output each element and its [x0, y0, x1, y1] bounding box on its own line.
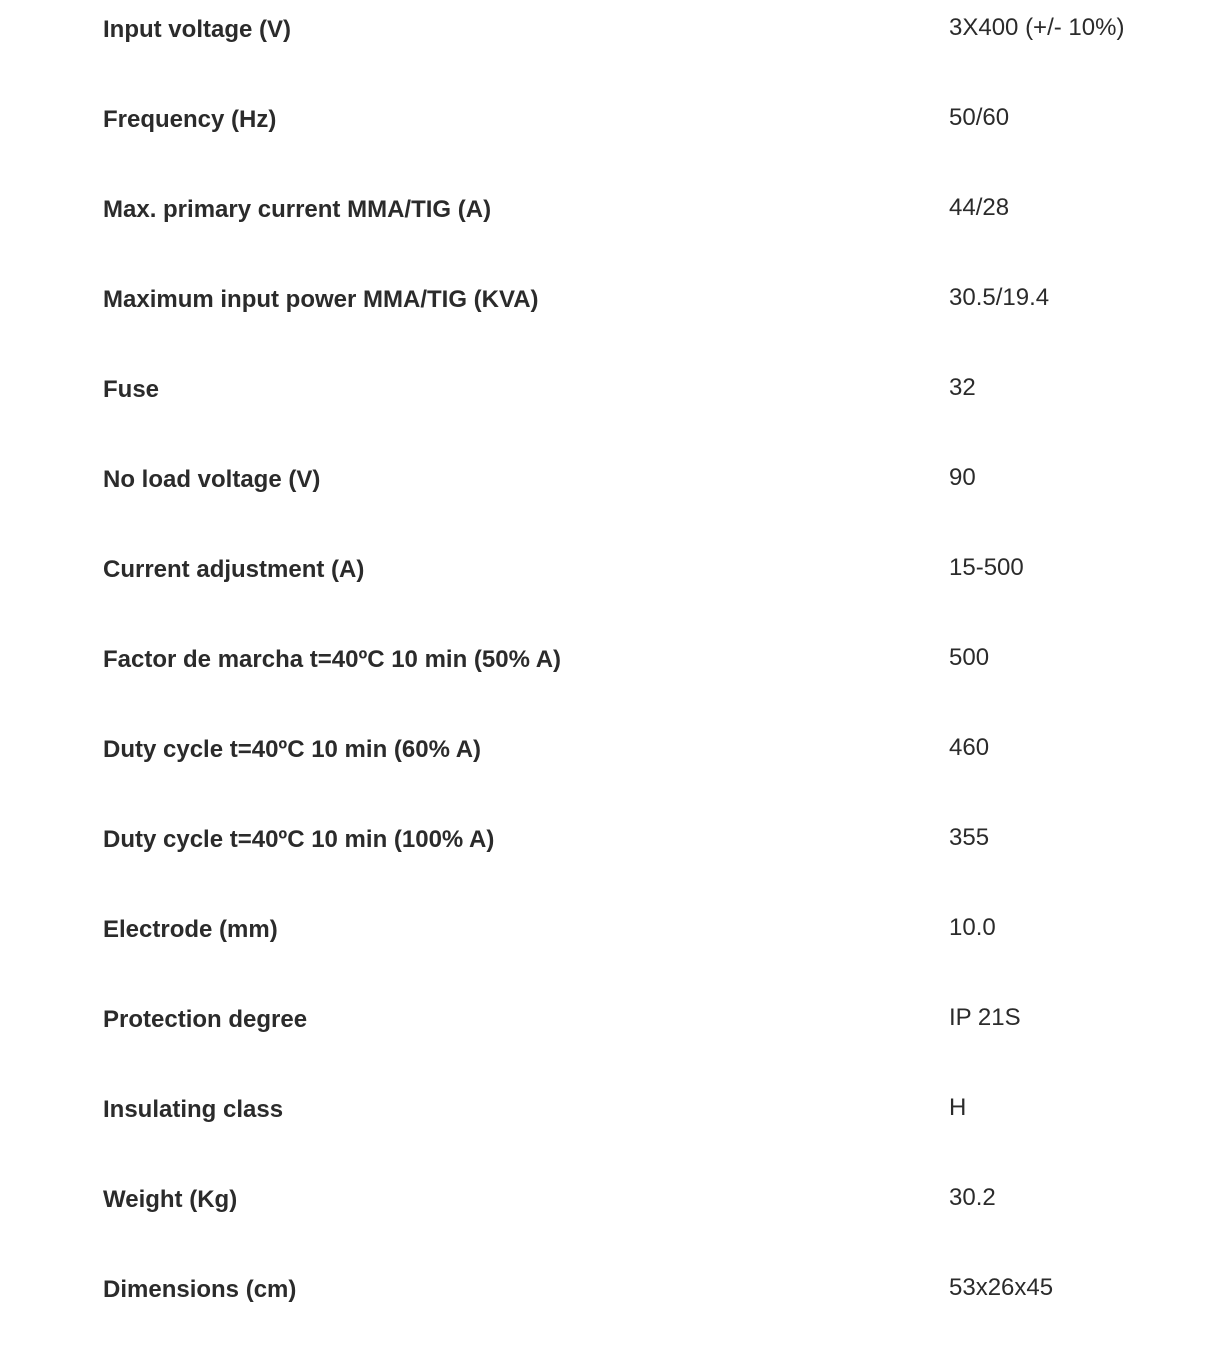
spec-label: Weight (Kg)	[103, 1186, 238, 1213]
spec-label: Frequency (Hz)	[103, 106, 277, 133]
spec-row-no-load-voltage	[0, 450, 1206, 540]
spec-value: 30.2	[949, 1184, 996, 1211]
spec-label: Duty cycle t=40ºC 10 min (100% A)	[103, 826, 495, 853]
spec-value: 15-500	[949, 554, 1024, 581]
spec-value: 460	[949, 734, 990, 761]
spec-row-duty-cycle-60	[0, 720, 1206, 810]
spec-label: No load voltage (V)	[103, 466, 321, 493]
spec-label: Max. primary current MMA/TIG (A)	[103, 196, 492, 223]
spec-row-protection-degree	[0, 990, 1206, 1080]
spec-row-fuse	[0, 360, 1206, 450]
spec-label: Electrode (mm)	[103, 916, 278, 943]
spec-row-frequency	[0, 90, 1206, 180]
spec-value: 32	[949, 374, 976, 401]
spec-row-input-voltage	[0, 0, 1206, 90]
spec-label: Maximum input power MMA/TIG (KVA)	[103, 286, 539, 313]
spec-row-duty-cycle-100	[0, 810, 1206, 900]
spec-row-weight	[0, 1170, 1206, 1260]
spec-row-dimensions	[0, 1260, 1206, 1350]
spec-value: IP 21S	[949, 1004, 1021, 1031]
spec-label: Duty cycle t=40ºC 10 min (60% A)	[103, 736, 482, 763]
spec-row-max-primary-current	[0, 180, 1206, 270]
spec-label: Dimensions (cm)	[103, 1276, 297, 1303]
spec-row-current-adjustment	[0, 540, 1206, 630]
spec-value: 53x26x45	[949, 1274, 1054, 1301]
spec-label: Input voltage (V)	[103, 16, 291, 43]
spec-value: 500	[949, 644, 990, 671]
spec-label: Fuse	[103, 376, 160, 403]
spec-value: 10.0	[949, 914, 996, 941]
spec-value: 355	[949, 824, 990, 851]
spec-row-electrode	[0, 900, 1206, 990]
spec-value: 50/60	[949, 104, 1010, 131]
spec-label: Factor de marcha t=40ºC 10 min (50% A)	[103, 646, 562, 673]
spec-value: 3X400 (+/- 10%)	[949, 14, 1125, 41]
spec-row-factor-de-marcha	[0, 630, 1206, 720]
spec-value: H	[949, 1094, 967, 1121]
spec-row-insulating-class	[0, 1080, 1206, 1170]
spec-label: Protection degree	[103, 1006, 308, 1033]
spec-value: 30.5/19.4	[949, 284, 1050, 311]
spec-label: Current adjustment (A)	[103, 556, 365, 583]
spec-label: Insulating class	[103, 1096, 284, 1123]
spec-value: 44/28	[949, 194, 1010, 221]
spec-row-max-input-power	[0, 270, 1206, 360]
spec-value: 90	[949, 464, 976, 491]
